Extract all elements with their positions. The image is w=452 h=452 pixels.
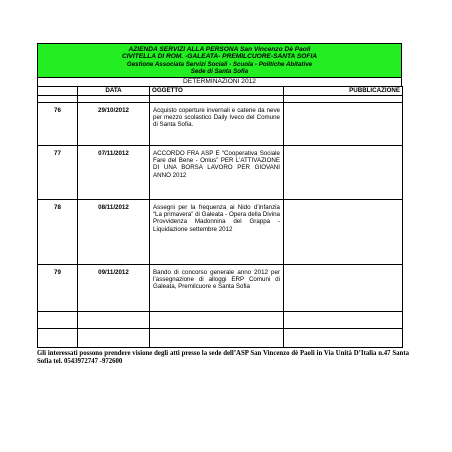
header-line-organization: AZIENDA SERVIZI ALLA PERSONA San Vincenzo Dè Paoli xyxy=(128,46,311,53)
row-publication xyxy=(284,264,403,311)
row-object: Assegni per la frequenza ai Nido d’infanzia “La primavera” di Galeata - Opera della Divina Provvidenza Madonnina del Grappa - Liquidazione settembre 2012 xyxy=(150,199,284,264)
organization-header xyxy=(37,43,402,77)
row-number: 79 xyxy=(38,264,78,311)
row-object: Acquisto coperture invernali e catene da neve per mezzo scolastico Daily Iveco del Comune di Santa Sofia. xyxy=(150,102,284,145)
table-row xyxy=(38,199,403,264)
row-object: ACCORDO FRA ASP E “Cooperativa Sociale Fare del Bene - Onlus” PER L’ATTIVAZIONE DI UNA BORSA LAVORO PER GIOVANI ANNO 2012 xyxy=(150,145,284,199)
table-row xyxy=(38,145,403,199)
table-header-row xyxy=(38,86,403,95)
table-empty-row xyxy=(38,328,403,347)
table-spacer-row xyxy=(38,95,403,102)
document-subtitle: DETERMINAZIONI 2012 xyxy=(37,77,402,86)
row-number: 76 xyxy=(38,102,78,145)
column-header-number xyxy=(38,86,78,95)
header-line-services: Gestione Associata Servizi Sociali - Scuola - Politiche Abitative xyxy=(126,60,313,68)
row-publication xyxy=(284,145,403,199)
row-publication xyxy=(284,199,403,264)
column-header-publication: PUBBLICAZIONE xyxy=(284,86,403,95)
row-date: 08/11/2012 xyxy=(78,199,150,264)
row-date: 29/10/2012 xyxy=(78,102,150,145)
header-line-municipalities: CIVITELLA DI ROM. -GALEATA- PREMILCUORE-SANTA SOFIA xyxy=(121,53,318,61)
row-number: 77 xyxy=(38,145,78,199)
table-row xyxy=(38,264,403,311)
column-header-object: OGGETTO xyxy=(150,86,284,95)
footer-contact-note: Gli interessati possono prendere visione degli atti presso la sede dell’ASP San Vincenzo dè Paoli in Via Unità D’Italia n.47 Santa Sofia tel. 0543972747 -972600 xyxy=(37,349,409,366)
row-date: 07/11/2012 xyxy=(78,145,150,199)
document xyxy=(37,43,409,366)
row-object: Bando di concorso generale anno 2012 per l’assegnazione di alloggi ERP Comuni di Galeata, Premilcuore e Santa Sofia xyxy=(150,264,284,311)
row-date: 09/11/2012 xyxy=(78,264,150,311)
table-row xyxy=(38,102,403,145)
row-publication xyxy=(284,102,403,145)
column-header-date: DATA xyxy=(78,86,150,95)
row-number: 78 xyxy=(38,199,78,264)
table-empty-row xyxy=(38,311,403,328)
header-line-office: Sede di Santa Sofia xyxy=(190,68,249,76)
determinations-table xyxy=(37,86,403,348)
